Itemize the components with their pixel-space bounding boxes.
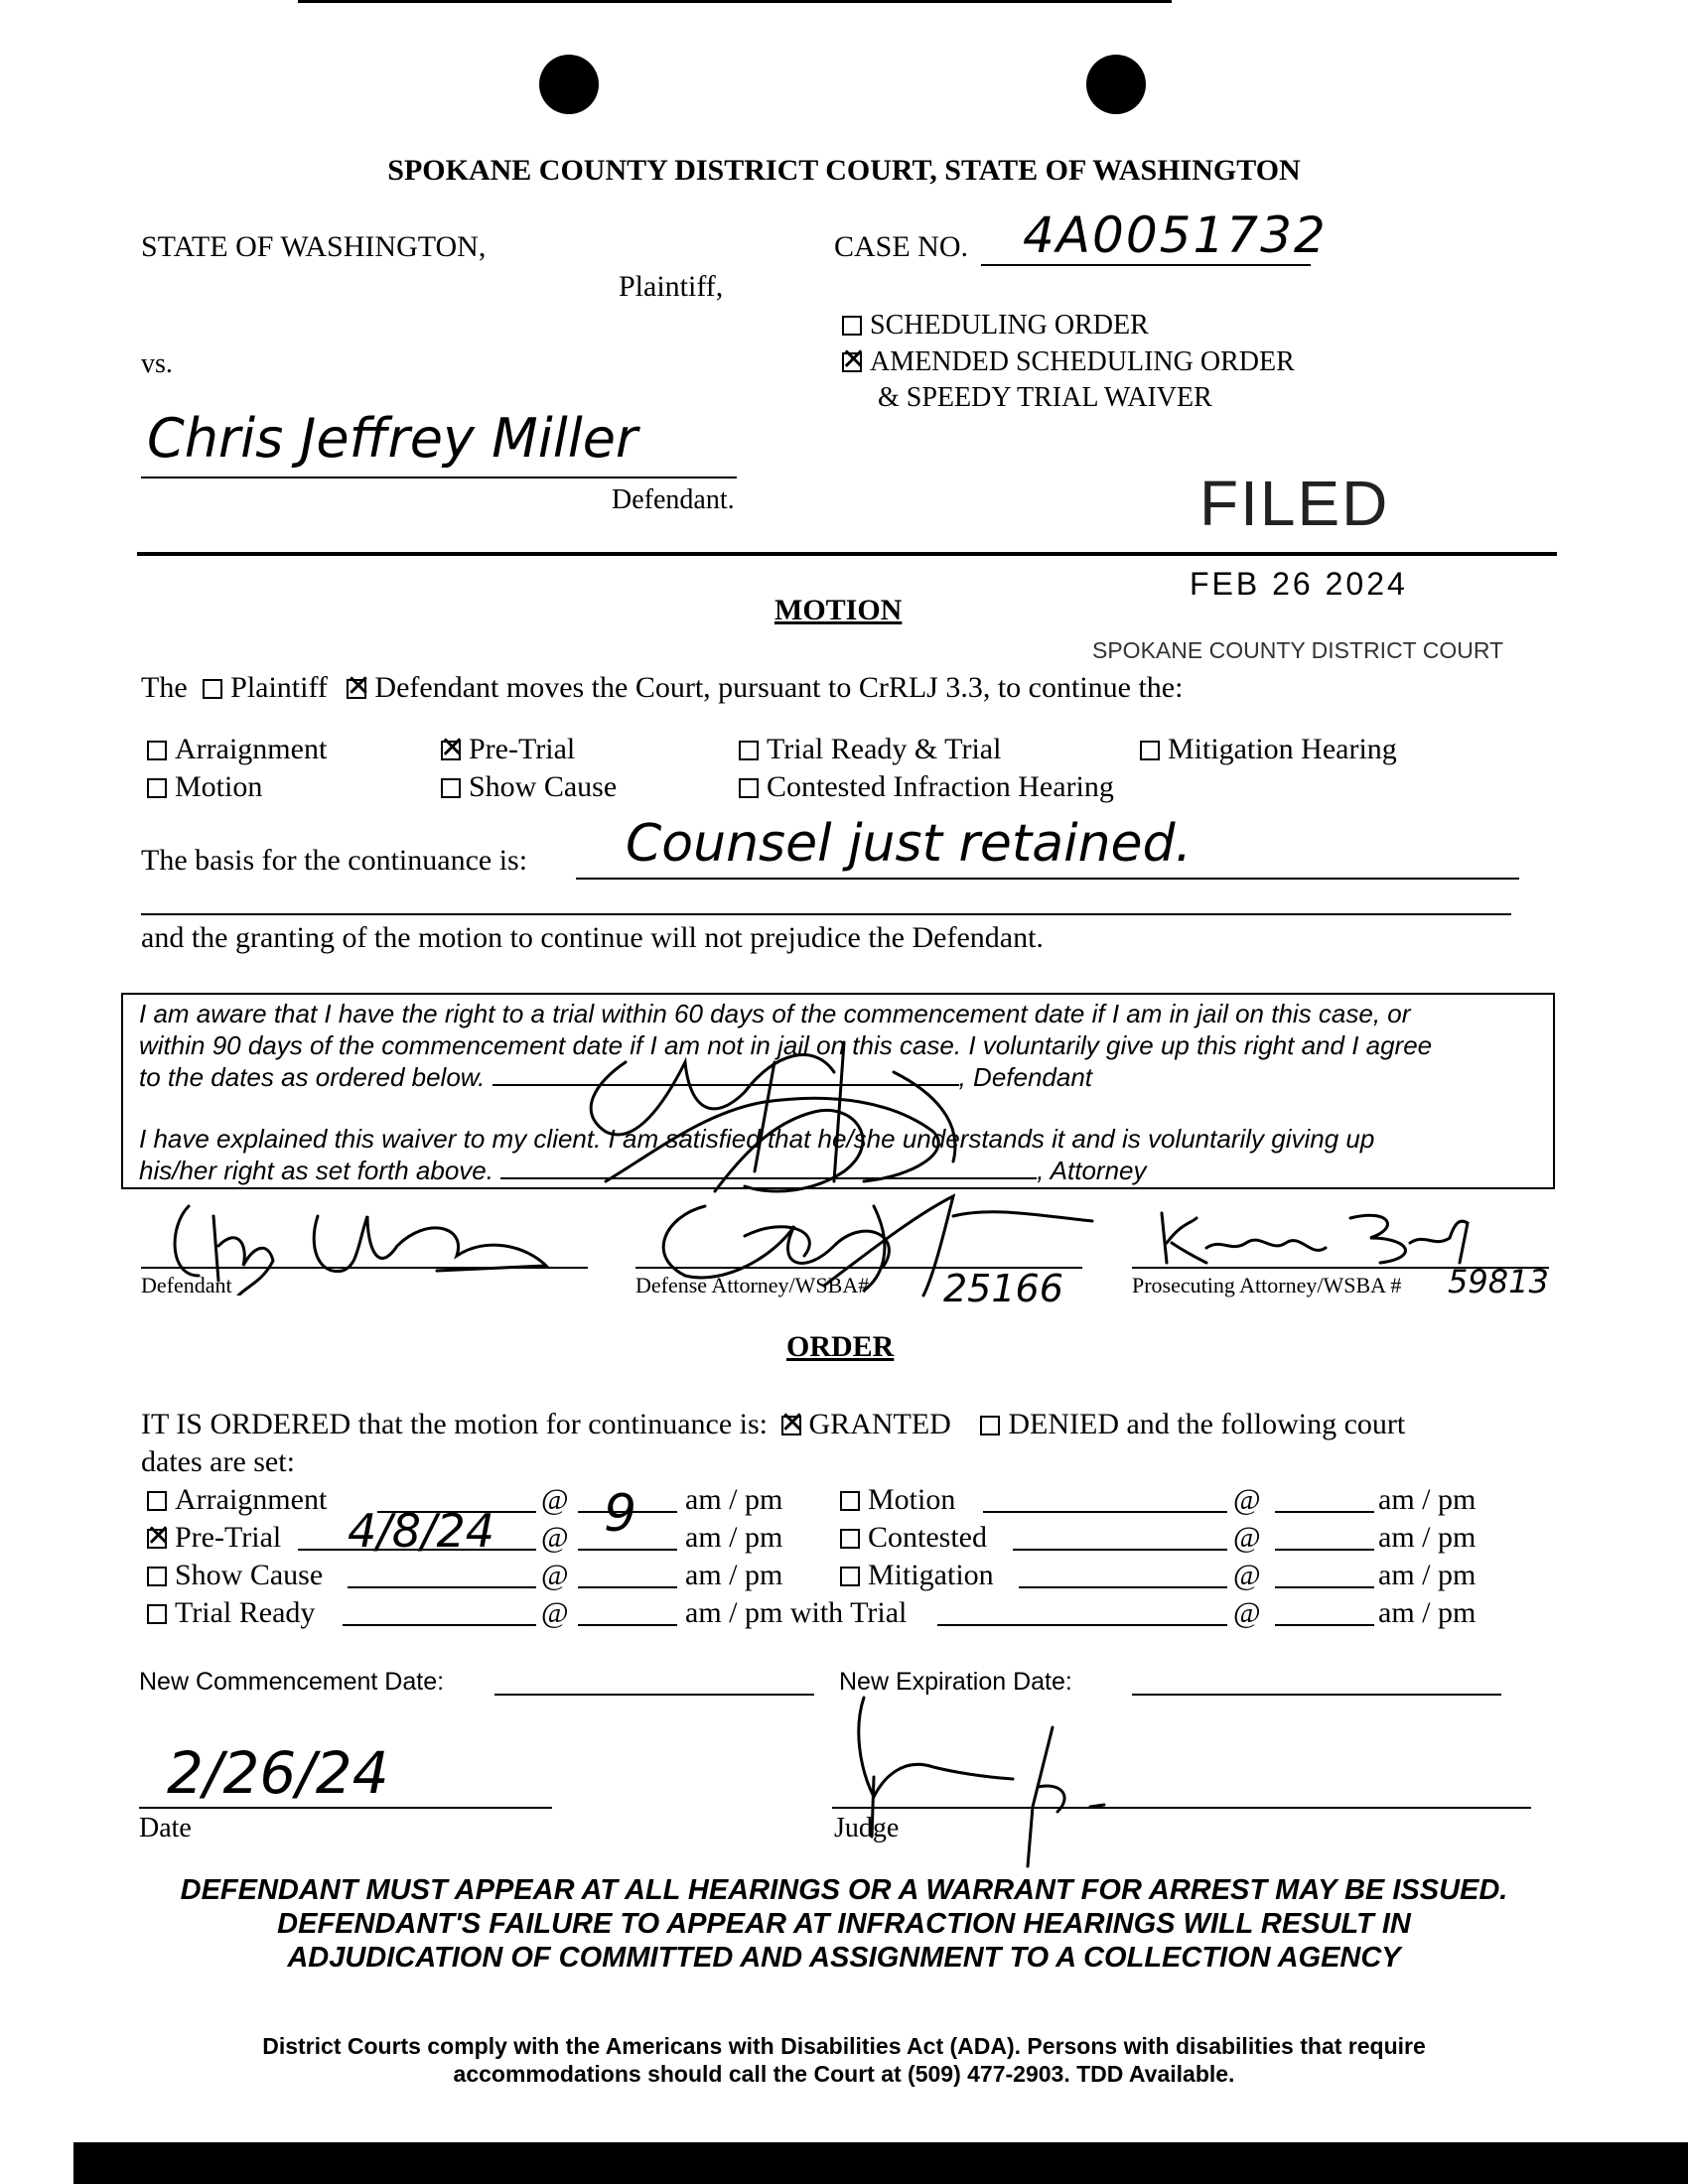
filed-stamp-court: SPOKANE COUNTY DISTRICT COURT — [1092, 637, 1504, 663]
order-pre-trial-label: Pre-Trial — [175, 1521, 282, 1554]
dates-are-set: dates are set: — [141, 1445, 295, 1478]
am-pm-label: am / pm — [1378, 1596, 1477, 1629]
arraignment-label: Arraignment — [175, 733, 328, 765]
at-symbol: @ — [541, 1596, 569, 1629]
new-expiration-line[interactable] — [1132, 1694, 1501, 1696]
am-pm-with-trial-label: am / pm with Trial — [685, 1596, 908, 1629]
show-cause-time-line[interactable] — [578, 1586, 677, 1588]
hearing-show-cause[interactable] — [441, 770, 617, 804]
scheduling-order-checkbox[interactable] — [842, 316, 862, 336]
top-rule — [298, 0, 1172, 3]
amended-scheduling-order-label: AMENDED SCHEDULING ORDER — [870, 346, 1295, 377]
granted-checkbox[interactable] — [781, 1416, 801, 1435]
ada-notice-line-2: accommodations should call the Court at (509) 477-2903. TDD Available. — [453, 2061, 1235, 2087]
scheduling-order-option[interactable] — [842, 310, 1149, 341]
order-intro — [141, 1408, 1405, 1441]
motion-label: Motion — [175, 770, 263, 803]
waiver-line-2: within 90 days of the commencement date if I am not in jail on this case. I voluntarily give up this right and I agree — [139, 1030, 1433, 1060]
pre-trial-time-value: 9 — [604, 1484, 637, 1544]
am-pm-label: am / pm — [685, 1483, 783, 1516]
basis-line-1 — [576, 878, 1519, 880]
trial-ready-date-line[interactable] — [343, 1624, 536, 1626]
filed-stamp-date: FEB 26 2024 — [1190, 566, 1408, 602]
order-contested-row[interactable] — [840, 1521, 987, 1555]
prosecuting-attorney-signature — [1152, 1203, 1479, 1273]
motion-time-line[interactable] — [1275, 1511, 1374, 1513]
contested-checkbox[interactable] — [739, 778, 759, 798]
judge-signature — [824, 1688, 1182, 1876]
arraignment-checkbox[interactable] — [147, 741, 167, 760]
granted-label: GRANTED — [808, 1408, 951, 1440]
order-title: ORDER — [786, 1330, 895, 1363]
waiver-line-4: I have explained this waiver to my client. I am satisfied that he/she understands it and is voluntarily giving up — [139, 1124, 1375, 1154]
mitigation-time-line[interactable] — [1275, 1586, 1374, 1588]
waiver-line-3-text: to the dates as ordered below. — [139, 1062, 486, 1092]
waiver-attorney-label: , Attorney — [1037, 1156, 1147, 1185]
defendant-name-line — [141, 477, 737, 478]
trial-date-line[interactable] — [937, 1624, 1227, 1626]
denied-label: DENIED and the following court — [1008, 1408, 1406, 1440]
hearing-motion[interactable] — [147, 770, 262, 804]
order-mitigation-row[interactable] — [840, 1559, 994, 1592]
motion-intro-the: The — [141, 671, 188, 704]
amended-scheduling-order-checkbox[interactable] — [842, 352, 862, 372]
order-arraignment-row[interactable] — [147, 1483, 327, 1517]
waiver-line-1: I am aware that I have the right to a trial within 60 days of the commencement date if I am in jail on this case, or — [139, 999, 1411, 1028]
case-no-label: CASE NO. — [834, 230, 969, 263]
warning-line-2: DEFENDANT'S FAILURE TO APPEAR AT INFRACTION HEARINGS WILL RESULT IN — [277, 1908, 1411, 1940]
contested-label: Contested Infraction Hearing — [767, 770, 1114, 803]
waiver-line-5-text: his/her right as set forth above. — [139, 1156, 493, 1185]
am-pm-label: am / pm — [1378, 1483, 1477, 1516]
order-date-label: Date — [139, 1813, 192, 1843]
order-trial-ready-row[interactable] — [147, 1596, 315, 1630]
am-pm-label: am / pm — [685, 1521, 783, 1554]
judge-signature-line[interactable] — [832, 1807, 1531, 1809]
order-show-cause-checkbox[interactable] — [147, 1567, 167, 1586]
motion-checkbox[interactable] — [147, 778, 167, 798]
bottom-scan-bar — [73, 2142, 1688, 2184]
am-pm-label: am / pm — [685, 1559, 783, 1591]
motion-title: MOTION — [774, 594, 903, 626]
hearing-pre-trial[interactable] — [441, 733, 575, 766]
new-commencement-line[interactable] — [494, 1694, 814, 1696]
motion-intro — [141, 671, 1183, 705]
prosecutor-wsba-number: 59813 — [1448, 1263, 1549, 1300]
show-cause-label: Show Cause — [469, 770, 618, 803]
vs-label: vs. — [141, 348, 173, 379]
plaintiff-option-label: Plaintiff — [230, 671, 328, 704]
contested-time-line[interactable] — [1275, 1549, 1374, 1551]
order-pre-trial-row[interactable] — [147, 1521, 281, 1555]
punch-hole-right — [1086, 55, 1146, 114]
new-commencement-label: New Commencement Date: — [139, 1668, 445, 1696]
prosecutor-signature-label: Prosecuting Attorney/WSBA # — [1132, 1273, 1402, 1297]
order-show-cause-row[interactable] — [147, 1559, 323, 1592]
pre-trial-label: Pre-Trial — [469, 733, 576, 765]
motion-date-line[interactable] — [983, 1511, 1227, 1513]
order-pre-trial-checkbox[interactable] — [147, 1529, 167, 1549]
plaintiff-name: STATE OF WASHINGTON, — [141, 230, 487, 263]
order-mitigation-label: Mitigation — [868, 1559, 994, 1591]
warning-line-1: DEFENDANT MUST APPEAR AT ALL HEARINGS OR A WARRANT FOR ARREST MAY BE ISSUED. — [180, 1874, 1508, 1906]
order-show-cause-label: Show Cause — [175, 1559, 324, 1591]
order-date-line[interactable] — [139, 1807, 552, 1809]
am-pm-label: am / pm — [1378, 1521, 1477, 1554]
denied-checkbox[interactable] — [980, 1416, 1000, 1435]
new-expiration-label: New Expiration Date: — [839, 1668, 1072, 1696]
trial-ready-label: Trial Ready & Trial — [767, 733, 1002, 765]
order-date-value: 2/26/24 — [167, 1739, 389, 1807]
order-intro-text: IT IS ORDERED that the motion for continuance is: — [141, 1408, 769, 1440]
at-symbol: @ — [541, 1559, 569, 1591]
contested-date-line[interactable] — [1013, 1549, 1227, 1551]
defendant-checkbox[interactable] — [347, 679, 366, 699]
trial-ready-checkbox[interactable] — [739, 741, 759, 760]
plaintiff-checkbox[interactable] — [203, 679, 222, 699]
order-arraignment-checkbox[interactable] — [147, 1491, 167, 1511]
defendant-name-handwritten: Chris Jeffrey Miller — [147, 407, 638, 470]
basis-line-2 — [141, 913, 1511, 915]
prejudice-statement: and the granting of the motion to continue will not prejudice the Defendant. — [141, 921, 1044, 954]
order-motion-label: Motion — [868, 1483, 956, 1516]
ada-notice-line-1: District Courts comply with the Americans with Disabilities Act (ADA). Persons with disabilities that require — [262, 2033, 1426, 2059]
at-symbol: @ — [1233, 1521, 1261, 1554]
defense-wsba-number: 25166 — [943, 1267, 1063, 1310]
at-symbol: @ — [1233, 1596, 1261, 1629]
hearing-trial-ready[interactable] — [739, 733, 1001, 766]
order-mitigation-checkbox[interactable] — [840, 1567, 860, 1586]
defendant-option-label: Defendant — [374, 671, 499, 704]
waiver-defendant-label: , Defendant — [958, 1062, 1093, 1092]
order-motion-row[interactable] — [840, 1483, 955, 1517]
order-contested-checkbox[interactable] — [840, 1529, 860, 1549]
defense-signature-label: Defense Attorney/WSBA# — [635, 1273, 870, 1297]
order-motion-checkbox[interactable] — [840, 1491, 860, 1511]
motion-intro-rest: moves the Court, pursuant to CrRLJ 3.3, to continue the: — [505, 671, 1184, 704]
order-trial-ready-checkbox[interactable] — [147, 1604, 167, 1624]
trial-ready-time-line[interactable] — [578, 1624, 677, 1626]
order-trial-ready-label: Trial Ready — [175, 1596, 316, 1629]
at-symbol: @ — [541, 1483, 569, 1516]
mitigation-date-line[interactable] — [1019, 1586, 1227, 1588]
at-symbol: @ — [541, 1521, 569, 1554]
am-pm-label: am / pm — [1378, 1559, 1477, 1591]
at-symbol: @ — [1233, 1483, 1261, 1516]
basis-value-handwritten: Counsel just retained. — [626, 814, 1193, 874]
pre-trial-time-line[interactable] — [578, 1549, 677, 1551]
hearing-arraignment[interactable] — [147, 733, 327, 766]
defendant-signature-line[interactable] — [141, 1267, 588, 1269]
hearing-contested[interactable] — [739, 770, 1114, 804]
section-rule — [137, 552, 1557, 556]
scheduling-order-label: SCHEDULING ORDER — [870, 310, 1149, 341]
trial-time-line[interactable] — [1275, 1624, 1374, 1626]
show-cause-checkbox[interactable] — [441, 778, 461, 798]
filed-stamp: FILED — [1199, 468, 1390, 539]
punch-hole-left — [539, 55, 599, 114]
order-contested-label: Contested — [868, 1521, 987, 1554]
defendant-signature-label: Defendant — [141, 1273, 232, 1297]
pre-trial-date-value: 4/8/24 — [348, 1504, 495, 1558]
at-symbol: @ — [1233, 1559, 1261, 1591]
judge-label: Judge — [834, 1813, 900, 1843]
show-cause-date-line[interactable] — [348, 1586, 536, 1588]
amended-scheduling-order-option[interactable] — [842, 346, 1295, 378]
case-no-line — [981, 264, 1311, 266]
mitigation-label: Mitigation Hearing — [1168, 733, 1397, 765]
order-arraignment-label: Arraignment — [175, 1483, 328, 1516]
speedy-trial-waiver-label: & SPEEDY TRIAL WAIVER — [878, 382, 1212, 413]
case-no-value: 4A0051732 — [1023, 206, 1328, 264]
court-title: SPOKANE COUNTY DISTRICT COURT, STATE OF WASHINGTON — [387, 154, 1301, 187]
warning-line-3: ADJUDICATION OF COMMITTED AND ASSIGNMENT TO A COLLECTION AGENCY — [287, 1942, 1401, 1974]
plaintiff-label: Plaintiff, — [619, 270, 724, 303]
basis-label: The basis for the continuance is: — [141, 844, 528, 877]
pre-trial-checkbox[interactable] — [441, 741, 461, 760]
hearing-mitigation[interactable] — [1140, 733, 1397, 766]
defendant-label: Defendant. — [612, 484, 735, 515]
mitigation-checkbox[interactable] — [1140, 741, 1160, 760]
